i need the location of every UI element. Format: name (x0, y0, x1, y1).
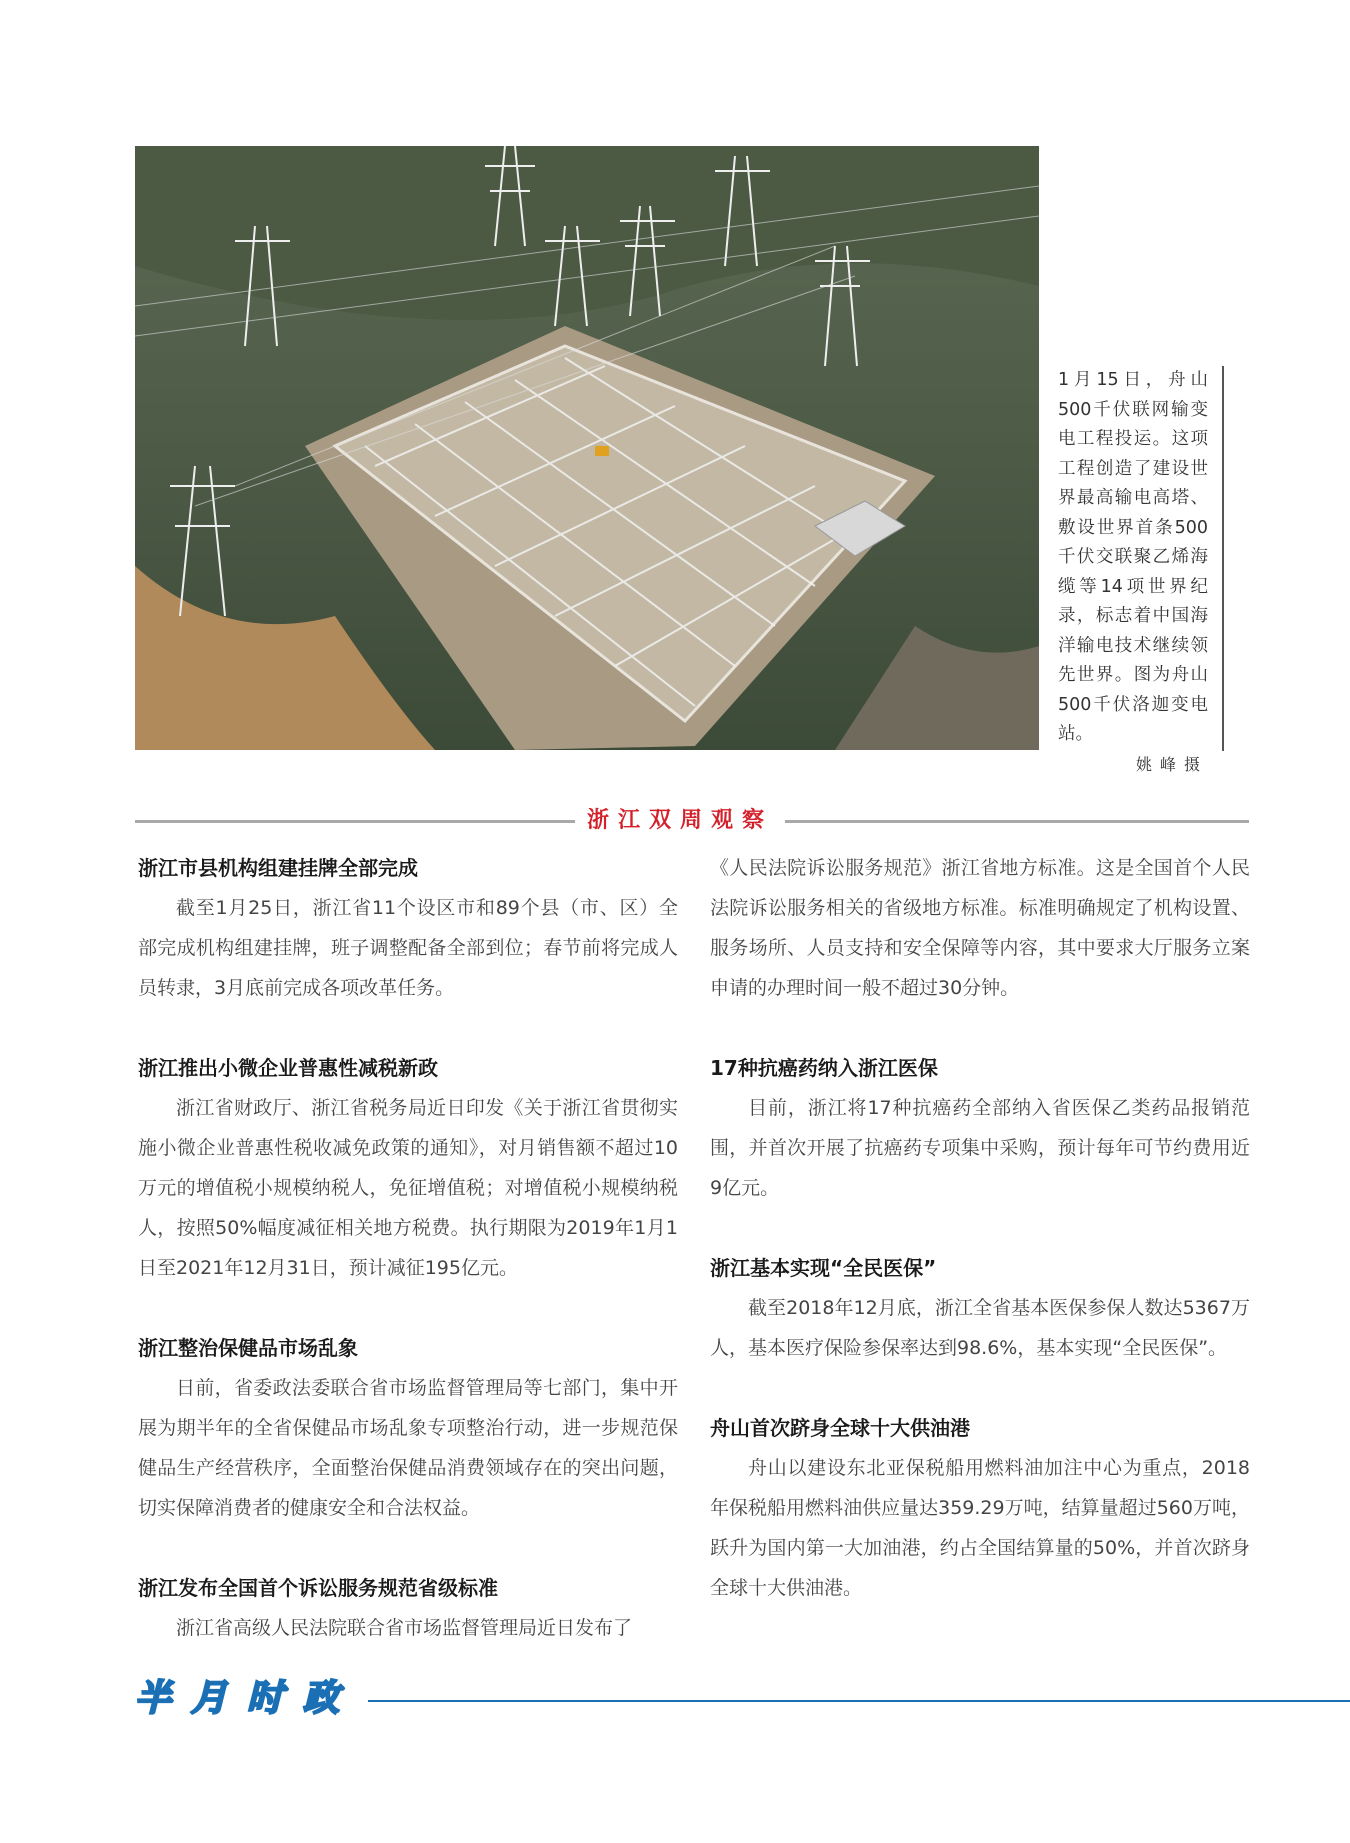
article-headline: 浙江推出小微企业普惠性减税新政 (138, 1056, 438, 1080)
article (138, 848, 678, 1008)
article-headline: 舟山首次跻身全球十大供油港 (710, 1416, 970, 1440)
section-title: 浙江双周观察 (586, 808, 773, 833)
caption-text: 1月15日，舟山500千伏联网输变电工程投运。这项工程创造了建设世界最高输电高塔、敷设世界首条500千伏交联聚乙烯海缆等14项世界纪录，标志着中国海洋输电技术继续领先世界。图为舟山500千伏洛迦变电站。 (1058, 370, 1208, 744)
article-headline: 浙江基本实现“全民医保” (710, 1256, 937, 1280)
right-column (710, 848, 1250, 1608)
article-headline: 17种抗癌药纳入浙江医保 (710, 1056, 938, 1080)
footer-rule (368, 1700, 1350, 1702)
substation-photo (135, 146, 1039, 750)
article (138, 1328, 678, 1528)
article (710, 1048, 1250, 1208)
article-body: 浙江省高级人民法院联合省市场监督管理局近日发布了 (176, 1617, 633, 1639)
article-body: 目前，浙江将17种抗癌药全部纳入省医保乙类药品报销范围，并首次开展了抗癌药专项集中采购，预计每年可节约费用近9亿元。 (710, 1097, 1250, 1199)
article (138, 1048, 678, 1288)
article (710, 1408, 1250, 1608)
logo-char: 政 (302, 1677, 339, 1719)
article-headline: 浙江整治保健品市场乱象 (138, 1336, 358, 1360)
article-body: 截至2018年12月底，浙江全省基本医保参保人数达5367万人，基本医疗保险参保率达到98.6%，基本实现“全民医保”。 (710, 1297, 1250, 1359)
logo-char: 月 (190, 1677, 227, 1719)
article-body: 舟山以建设东北亚保税船用燃料油加注中心为重点，2018年保税船用燃料油供应量达359.29万吨，结算量超过560万吨，跃升为国内第一大加油港，约占全国结算量的50%，并首次跻身全球十大供油港。 (710, 1457, 1250, 1599)
section-divider-left (135, 820, 575, 823)
logo-char: 时 (246, 1677, 283, 1719)
article-headline: 浙江市县机构组建挂牌全部完成 (138, 856, 418, 880)
article-continuation: 《人民法院诉讼服务规范》浙江省地方标准。这是全国首个人民法院诉讼服务相关的省级地方标准。标准明确规定了机构设置、服务场所、人员支持和安全保障等内容，其中要求大厅服务立案申请的办理时间一般不超过30分钟。 (710, 857, 1250, 999)
article-body: 截至1月25日，浙江省11个设区市和89个县（市、区）全部完成机构组建挂牌，班子调整配备全部到位；春节前将完成人员转隶，3月底前完成各项改革任务。 (138, 897, 678, 999)
logo-char: 半 (134, 1677, 171, 1719)
section-divider-right (785, 820, 1249, 823)
article (710, 1248, 1250, 1368)
substation-aerial-icon (135, 146, 1039, 750)
magazine-logo (128, 1673, 346, 1723)
article-body: 浙江省财政厅、浙江省税务局近日印发《关于浙江省贯彻实施小微企业普惠性税收减免政策的通知》，对月销售额不超过10万元的增值税小规模纳税人，免征增值税；对增值税小规模纳税人，按照50%幅度减征相关地方税费。执行期限为2019年1月1日至2021年12月31日，预计减征195亿元。 (138, 1097, 678, 1279)
photo-credit: 姚峰摄 (1135, 754, 1208, 774)
article-headline: 浙江发布全国首个诉讼服务规范省级标准 (138, 1576, 498, 1600)
photo-caption (1058, 366, 1224, 774)
article (138, 1568, 678, 1648)
left-column (138, 848, 678, 1648)
article-body: 日前，省委政法委联合省市场监督管理局等七部门，集中开展为期半年的全省保健品市场乱象专项整治行动，进一步规范保健品生产经营秩序，全面整治保健品消费领域存在的突出问题，切实保障消费者的健康安全和合法权益。 (138, 1377, 678, 1519)
